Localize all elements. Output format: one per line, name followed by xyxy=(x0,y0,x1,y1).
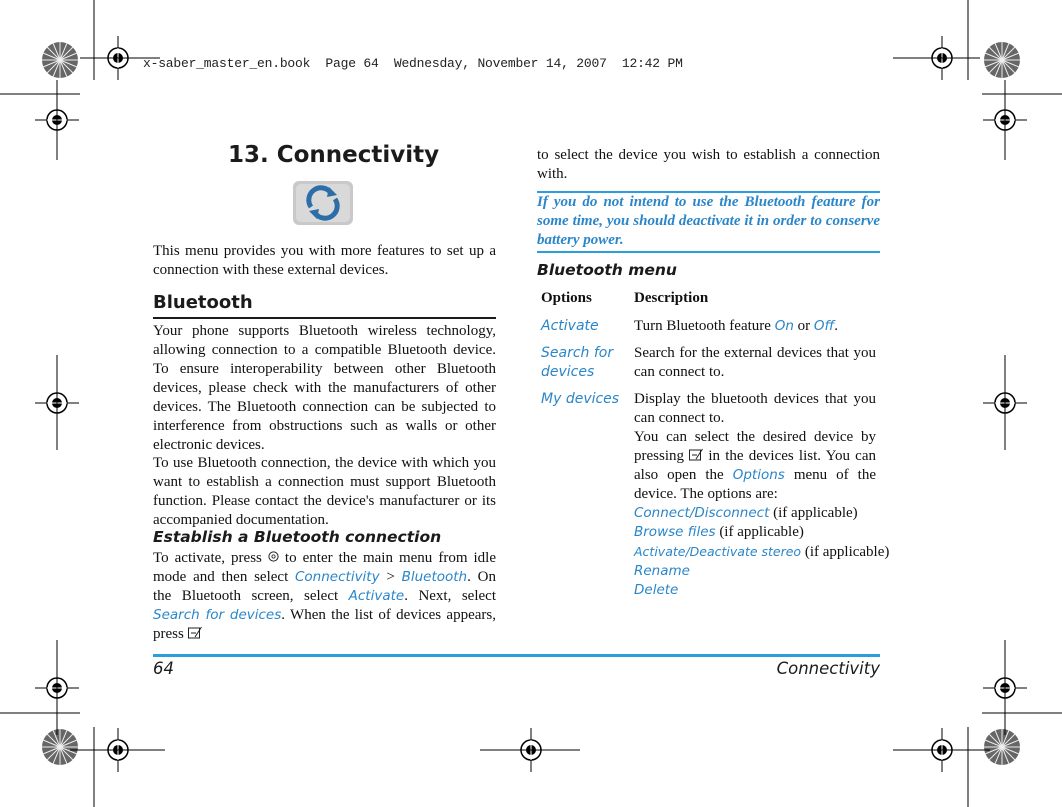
activate-link: Activate xyxy=(348,588,405,604)
print-header: x-saber_master_en.book Page 64 Wednesday, November 14, 2007 12:42 PM xyxy=(143,56,683,71)
establish-text-cont: to select the device you wish to establish a connection with. xyxy=(537,147,880,182)
chapter-title: 13. Connectivity xyxy=(228,142,440,168)
option-activate: Activate xyxy=(541,318,599,334)
connectivity-link: Connectivity xyxy=(295,569,380,585)
ok-key-icon xyxy=(268,551,279,562)
search-link: Search for devices xyxy=(153,607,282,623)
description-column-header: Description xyxy=(634,290,709,306)
description-activate: Turn Bluetooth feature On or Off. xyxy=(634,318,838,334)
option-my-devices: My devices xyxy=(541,391,620,407)
options-column-header: Options xyxy=(541,290,592,306)
softkey-icon xyxy=(689,448,703,461)
establish-text: To activate, press to enter the main menu from idle mode and then select Connectivity > Bluetooth. On the Bluetooth screen, select Activate. Next, select Search for devices. When the list of devices appears, press xyxy=(153,550,496,642)
list-item: Connect/Disconnect (if applicable) xyxy=(634,505,858,521)
softkey-icon xyxy=(188,626,202,639)
intro-text: This menu provides you with more features to set up a connection with these external devices. xyxy=(153,243,496,278)
description-my-devices: Display the bluetooth devices that you can connect to. You can select the desired device by pressing in the devices list. You can also open the Options menu of the device. The options are: Connect/Disconnect (if applicable) Browse files (if applicable) Activate/Deactivate stereo (if applicable) Rename Delete xyxy=(634,391,890,598)
device-options-list xyxy=(634,504,890,600)
page-number: 64 xyxy=(153,659,174,678)
heading-rule xyxy=(153,317,496,319)
bluetooth-menu-heading: Bluetooth menu xyxy=(537,261,677,279)
option-search-for-devices: Search for devices xyxy=(541,345,614,380)
footer-section: Connectivity xyxy=(776,659,880,678)
description-search: Search for the external devices that you can connect to. xyxy=(634,345,876,380)
list-item: Activate/Deactivate stereo (if applicable) xyxy=(634,544,890,560)
list-item: Delete xyxy=(634,582,679,598)
list-item: Browse files (if applicable) xyxy=(634,524,804,540)
battery-note: If you do not intend to use the Bluetooth feature for some time, you should deactivate it in order to conserve battery power. xyxy=(537,194,880,248)
bluetooth-link: Bluetooth xyxy=(401,569,468,585)
footer-rule xyxy=(153,654,880,657)
list-item: Rename xyxy=(634,563,690,579)
connectivity-arrows-icon xyxy=(293,181,353,225)
bluetooth-para1: Your phone supports Bluetooth wireless technology, allowing connection to a compatible Bluetooth device. To ensure interoperability between other Bluetooth devices, please check with the manufacturers of other devices. The Bluetooth connection can be subjected to interference from obstructions such as walls or other electronic devices. xyxy=(153,323,496,453)
establish-heading: Establish a Bluetooth connection xyxy=(153,528,442,546)
bluetooth-heading: Bluetooth xyxy=(153,292,253,313)
note-rule-bottom xyxy=(537,251,880,253)
bluetooth-para2: To use Bluetooth connection, the device with which you want to establish a connection must support Bluetooth function. Please contact the device's manufacturer or its accompanied documentation. xyxy=(153,455,496,528)
